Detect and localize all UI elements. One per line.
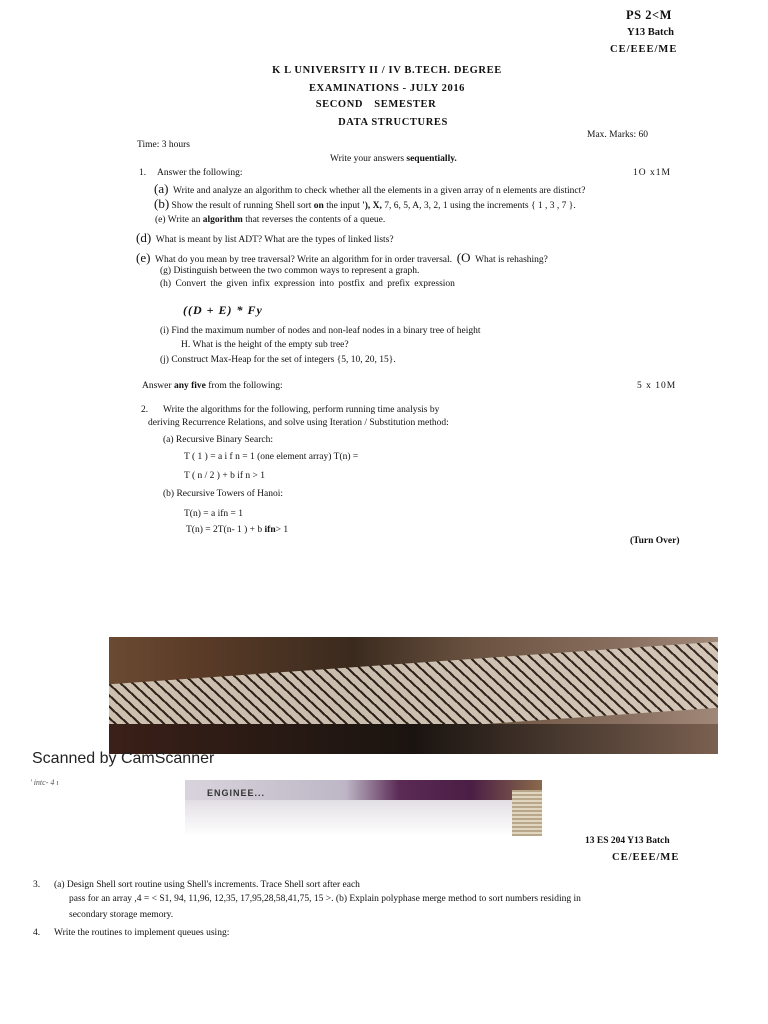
page2-branch: CE/EEE/ME xyxy=(612,852,680,863)
q2b-eq1: T(n) = a ifn = 1 xyxy=(184,509,243,519)
q2b-eq2-post: > 1 xyxy=(275,525,289,535)
q1e1-post: that reverses the contents of a queue. xyxy=(242,215,386,225)
book-photo xyxy=(185,780,542,836)
q1d xyxy=(136,230,394,246)
turn-over: (Turn Over) xyxy=(630,536,680,546)
section2-pre: Answer xyxy=(142,381,174,391)
q1a xyxy=(154,181,585,197)
instruction-text: Write your answers xyxy=(330,154,407,164)
page2-code: 13 ES 204 Y13 Batch xyxy=(585,836,670,846)
semester-title: SECOND SEMESTER xyxy=(315,99,437,110)
q1b-label: (b) xyxy=(154,196,170,211)
q1i-line2: H. What is the height of the empty sub tree? xyxy=(181,340,349,350)
q1e2-label: (e) xyxy=(136,250,151,265)
section2-marks: 5 x 10M xyxy=(637,381,677,391)
q1b-input: '), X, xyxy=(362,201,382,211)
q1a-label: (a) xyxy=(154,181,169,196)
q1-text: Answer the following: xyxy=(157,168,243,178)
q2b-eq2-pre: T(n) = 2T(n- 1 ) + b xyxy=(186,525,265,535)
max-marks: Max. Marks: 60 xyxy=(587,130,648,140)
scanned-photo-strip xyxy=(109,637,718,754)
q1e1-bold: algorithm xyxy=(202,215,243,225)
q2a-eq1: T ( 1 ) = a i f n = 1 (one element array) T(n) = xyxy=(184,452,359,462)
q1b-pre: Show the result of running Shell sort xyxy=(171,201,314,211)
book-pages xyxy=(512,790,542,836)
infix-expression: ((D + E) * Fy xyxy=(183,303,263,317)
q1h: (h) Convert the given infix expression into postfix and prefix expression xyxy=(160,279,455,289)
q4-number: 4. xyxy=(33,928,41,938)
q1b-on: on xyxy=(313,201,324,211)
subject-title: DATA STRUCTURES xyxy=(338,117,448,128)
section2-post: from the following: xyxy=(205,381,283,391)
q1g: (g) Distinguish between the two common ways to represent a graph. xyxy=(160,266,420,276)
q1-marks: 1O x1M xyxy=(633,168,671,178)
camscanner-watermark: Scanned by CamScanner xyxy=(32,750,215,767)
q2-number: 2. xyxy=(141,405,149,415)
q1e2-text: What do you mean by tree traversal? Write an algorithm for in order traversal. xyxy=(155,255,453,265)
exam-code: PS 2<M xyxy=(626,8,672,22)
q2-line2: deriving Recurrence Relations, and solve using Iteration / Substitution method: xyxy=(148,418,449,428)
q2b-title: (b) Recursive Towers of Hanoi: xyxy=(163,489,283,499)
batch-label: Y13 Batch xyxy=(627,27,674,38)
q3-number: 3. xyxy=(33,880,41,890)
university-title: K L UNIVERSITY II / IV B.TECH. DEGREE xyxy=(272,65,502,76)
branch-label: CE/EEE/ME xyxy=(610,44,678,55)
book-label: ENGINEE... xyxy=(207,788,266,798)
q1e1-pre: (e) Write an xyxy=(155,215,203,225)
q1i-line1: (i) Find the maximum number of nodes and non-leaf nodes in a binary tree of height xyxy=(160,326,481,336)
q1f-text: What is rehashing? xyxy=(475,255,548,265)
q1d-label: (d) xyxy=(136,230,152,245)
q1a-text: Write and analyze an algorithm to check whether all the elements in a given array of n elements are distinct? xyxy=(173,186,586,196)
q2a-title: (a) Recursive Binary Search: xyxy=(163,435,273,445)
q2b-eq2 xyxy=(186,525,288,535)
q1j: (j) Construct Max-Heap for the set of integers {5, 10, 20, 15}. xyxy=(160,355,396,365)
instruction xyxy=(330,154,457,164)
exam-time: Time: 3 hours xyxy=(137,140,190,150)
q4-text: Write the routines to implement queues using: xyxy=(54,928,230,938)
section2-bold: any five xyxy=(173,381,206,391)
q2-line1: Write the algorithms for the following, perform running time analysis by xyxy=(163,405,440,415)
q1b xyxy=(154,196,576,212)
instruction-bold: sequentially. xyxy=(406,154,457,164)
q3-line2: pass for an array ,4 = < S1, 94, 11,96, 12,35, 17,95,28,58,41,75, 15 >. (b) Explain polyphase merge method to sort numbers residing in xyxy=(69,894,581,904)
q3-line1: (a) Design Shell sort routine using Shell's increments. Trace Shell sort after each xyxy=(54,880,360,890)
q1e-reverse-queue xyxy=(155,215,385,225)
q1e-traversal xyxy=(136,250,548,266)
exam-title: EXAMINATIONS - JULY 2016 xyxy=(308,83,466,94)
q1-number: 1. xyxy=(139,168,147,178)
q1d-text: What is meant by list ADT? What are the types of linked lists? xyxy=(155,235,394,245)
q3-line3: secondary storage memory. xyxy=(69,910,174,920)
q1b-post: 7, 6, 5, A, 3, 2, 1 using the increments { 1 , 3 , 7 }. xyxy=(381,201,576,211)
scan-artifact-text: ' intc- 4 ι xyxy=(30,778,59,787)
q1b-mid: the input xyxy=(323,201,363,211)
q2b-eq2-bold: ifn xyxy=(264,525,276,535)
q2a-eq2: T ( n / 2 ) + b if n > 1 xyxy=(184,471,265,481)
section2-instruction xyxy=(142,381,283,391)
q1f-label: (O xyxy=(456,250,471,265)
